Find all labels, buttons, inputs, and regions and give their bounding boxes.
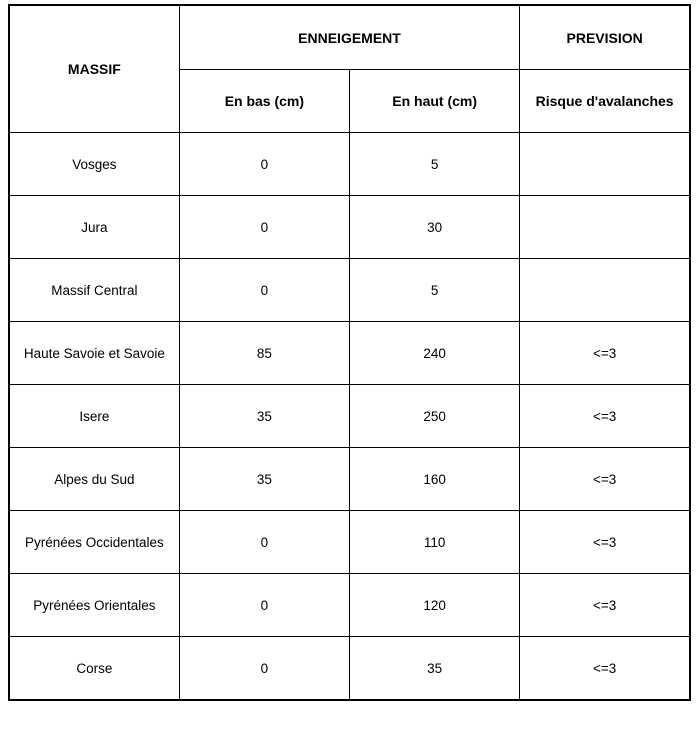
cell-risque: <=3 xyxy=(520,385,690,448)
cell-massif: Isere xyxy=(9,385,179,448)
header-row-groups xyxy=(9,5,690,70)
cell-risque xyxy=(520,259,690,322)
table-row xyxy=(9,133,690,196)
cell-massif: Corse xyxy=(9,637,179,701)
cell-en-haut: 160 xyxy=(350,448,520,511)
cell-massif: Alpes du Sud xyxy=(9,448,179,511)
table-row xyxy=(9,448,690,511)
cell-en-haut: 35 xyxy=(350,637,520,701)
col-header-en-haut: En haut (cm) xyxy=(350,70,520,133)
cell-risque: <=3 xyxy=(520,322,690,385)
cell-massif: Pyrénées Occidentales xyxy=(9,511,179,574)
col-header-enneigement: ENNEIGEMENT xyxy=(179,5,520,70)
cell-massif: Haute Savoie et Savoie xyxy=(9,322,179,385)
col-header-prevision: PREVISION xyxy=(520,5,690,70)
cell-massif: Vosges xyxy=(9,133,179,196)
table-row xyxy=(9,511,690,574)
cell-massif: Pyrénées Orientales xyxy=(9,574,179,637)
table-body xyxy=(9,133,690,701)
col-header-en-bas: En bas (cm) xyxy=(179,70,349,133)
cell-en-bas: 0 xyxy=(179,511,349,574)
cell-risque: <=3 xyxy=(520,637,690,701)
cell-en-bas: 35 xyxy=(179,448,349,511)
cell-risque: <=3 xyxy=(520,511,690,574)
snow-avalanche-table xyxy=(8,4,691,701)
cell-en-bas: 0 xyxy=(179,574,349,637)
cell-en-haut: 110 xyxy=(350,511,520,574)
cell-en-haut: 240 xyxy=(350,322,520,385)
cell-en-haut: 120 xyxy=(350,574,520,637)
cell-en-bas: 0 xyxy=(179,196,349,259)
cell-en-haut: 250 xyxy=(350,385,520,448)
cell-risque xyxy=(520,133,690,196)
table-row xyxy=(9,196,690,259)
cell-risque: <=3 xyxy=(520,448,690,511)
table-header xyxy=(9,5,690,133)
cell-massif: Massif Central xyxy=(9,259,179,322)
table-row xyxy=(9,259,690,322)
cell-en-bas: 85 xyxy=(179,322,349,385)
cell-en-bas: 0 xyxy=(179,637,349,701)
cell-en-bas: 0 xyxy=(179,133,349,196)
cell-en-haut: 30 xyxy=(350,196,520,259)
table-row xyxy=(9,574,690,637)
cell-risque xyxy=(520,196,690,259)
table-row xyxy=(9,322,690,385)
table-row xyxy=(9,637,690,701)
cell-en-haut: 5 xyxy=(350,259,520,322)
cell-en-bas: 35 xyxy=(179,385,349,448)
col-header-massif: MASSIF xyxy=(9,5,179,133)
table-row xyxy=(9,385,690,448)
cell-en-bas: 0 xyxy=(179,259,349,322)
cell-massif: Jura xyxy=(9,196,179,259)
col-header-risque-avalanches: Risque d'avalanches xyxy=(520,70,690,133)
cell-risque: <=3 xyxy=(520,574,690,637)
cell-en-haut: 5 xyxy=(350,133,520,196)
